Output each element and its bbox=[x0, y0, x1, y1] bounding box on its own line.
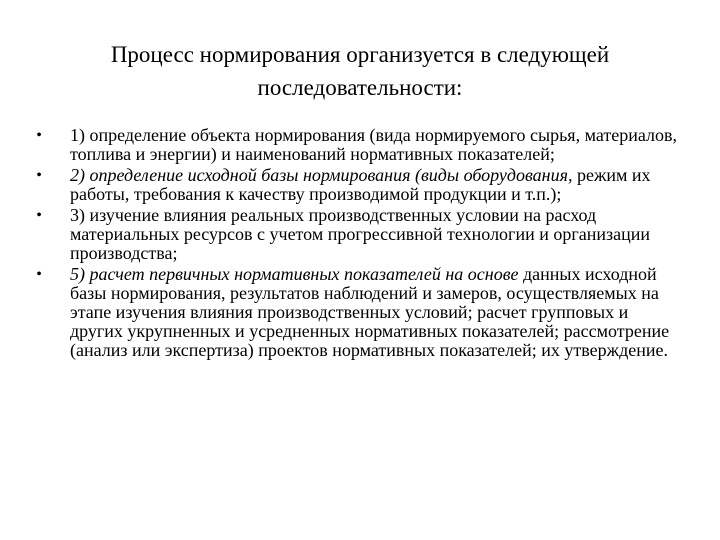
bullet-icon: • bbox=[36, 167, 42, 184]
item-text: 3) изучение влияния реальных производственных условии на расход материальных ресурсов с учетом прогрессивной технологии и организации производства; bbox=[70, 205, 650, 263]
item-italic-text: 5) расчет первичных нормативных показателей на основе bbox=[70, 264, 519, 284]
bullet-icon: • bbox=[36, 127, 42, 144]
item-text: 1) определение объекта нормирования (вида нормируемого сырья, материалов, топлива и энергии) и наименований нормативных показателей; bbox=[70, 125, 677, 164]
bullet-icon: • bbox=[36, 207, 42, 224]
bullet-icon: • bbox=[36, 266, 42, 283]
title-line-2: последовательности: bbox=[257, 75, 463, 100]
slide-title bbox=[60, 38, 660, 104]
item-text: режим их работы, требования к качеству производимой продукции и т.п.); bbox=[70, 165, 651, 204]
list-item-4 bbox=[32, 265, 682, 360]
bullet-list bbox=[32, 126, 682, 362]
list-item-2 bbox=[32, 166, 682, 204]
list-item-1 bbox=[32, 126, 682, 164]
title-line-1: Процесс нормирования организуется в следующей bbox=[110, 42, 610, 67]
list-item-3 bbox=[32, 206, 682, 263]
item-italic-text: 2) определение исходной базы нормирования (виды оборудования, bbox=[70, 165, 573, 185]
item-text: данных исходной базы нормирования, результатов наблюдений и замеров, осуществляемых на этапе изучения влияния производственных условий; расчет групповых и других укрупненных и усредненных нормативных показателей; рассмотрение (анализ или экспертиза) проектов нормативных показателей; их утверждение. bbox=[70, 264, 670, 360]
